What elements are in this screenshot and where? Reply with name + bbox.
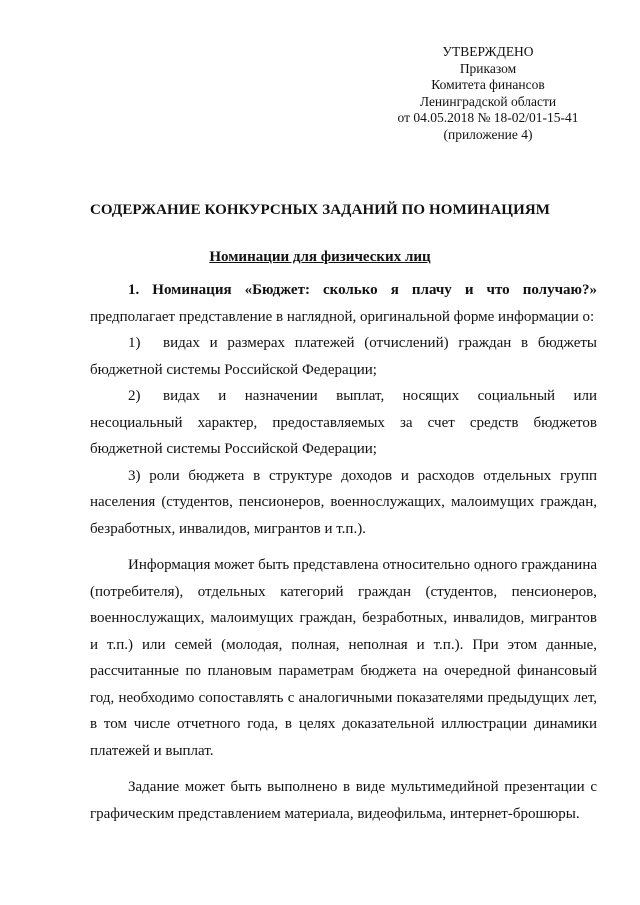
list-item: 3) роли бюджета в структуре доходов и расходов отдельных групп населения (студентов, пенсионеров, военнослужащих, малоимущих граждан, безработных, инвалидов, мигрантов и т.п.). — [90, 467, 597, 537]
nomination-paragraph — [90, 277, 597, 330]
task-paragraph: Задание может быть выполнено в виде мультимедийной презентации с графическим представлением материала, видеофильма, интернет-брошюры. — [90, 779, 597, 822]
approval-line: Приказом — [459, 60, 517, 76]
list-item: 1) видах и размерах платежей (отчислений) граждан в бюджеты бюджетной системы Российской Федерации; — [90, 335, 597, 378]
approval-stamp — [380, 44, 596, 143]
document-title: СОДЕРЖАНИЕ КОНКУРСНЫХ ЗАДАНИЙ ПО НОМИНАЦИЯМ — [89, 202, 551, 218]
approval-line: Ленинградской области — [419, 93, 557, 109]
list-item: 2) видах и назначении выплат, носящих социальный или несоциальный характер, предоставляемых за счет средств бюджетов бюджетной системы Российской Федерации; — [90, 388, 597, 457]
approval-line: от 04.05.2018 № 18-02/01-15-41 — [397, 110, 579, 125]
nomination-title: 1. Номинация «Бюджет: сколько я плачу и что получаю?» — [128, 282, 597, 298]
nomination-intro: предполагает представление в наглядной, оригинальной форме информации о: — [90, 308, 595, 325]
approval-line: (приложение 4) — [443, 126, 533, 142]
approval-line: УТВЕРЖДЕНО — [442, 44, 534, 59]
document-body — [90, 277, 597, 827]
info-paragraph: Информация может быть представлена относительно одного гражданина (потребителя), отдельных категорий граждан (студентов, пенсионеров, военнослужащих, малоимущих граждан, безработных, инвалидов, мигрантов и т.п.) или семей (молодая, полная, неполная и т.п.). При этом данные, рассчитанные по плановым параметрам бюджета на очередной финансовый год, необходимо сопоставлять с аналогичными показателями предыдущих лет, в том числе отчетного года, в целях доказательной иллюстрации динамики платежей и выплат. — [90, 557, 597, 759]
approval-line: Комитета финансов — [431, 77, 545, 92]
section-title: Номинации для физических лиц — [209, 249, 431, 265]
